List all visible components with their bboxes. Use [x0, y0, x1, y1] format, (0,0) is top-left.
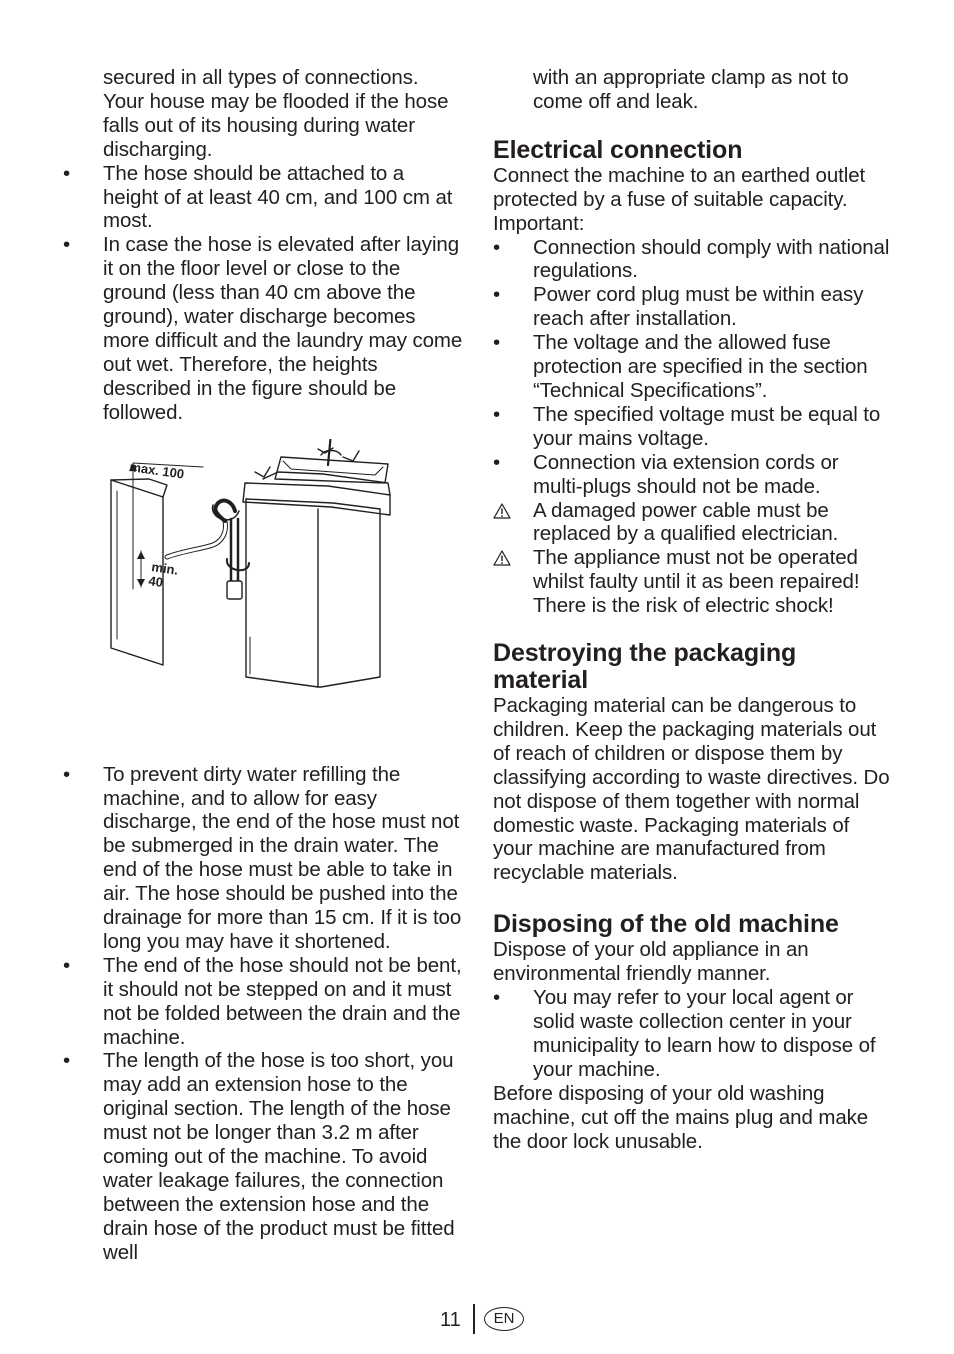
bullet-icon	[493, 331, 511, 355]
important-label: Important:	[493, 211, 585, 235]
list-item	[493, 451, 893, 499]
list-item	[63, 233, 463, 424]
list-item-text: Power cord plug must be within easy reach after installation.	[533, 283, 864, 331]
section-heading-electrical: Electrical connection	[493, 135, 743, 164]
bullet-icon	[493, 403, 511, 427]
hose-height-figure	[63, 439, 463, 701]
list-item-text: To prevent dirty water refilling the machine, and to allow for easy discharge, the end of the hose must not be submerged in the drain water. The end of the hose must be able to take in air. The hose should be pushed into the drainage for more than 15 cm. If it is too long you may have it shortened.	[103, 762, 462, 953]
list-item-text: Connection via extension cords or multi-plugs should not be made.	[533, 450, 839, 498]
list-item-text: The length of the hose is too short, you may add an extension hose to the original section. The length of the hose must not be longer than 3.2 m after coming out of the machine. To avoid water leakage failures, the connection between the extension hose and the drain hose of the product must be fitted well	[103, 1049, 455, 1264]
disposal-outro: Before disposing of your old washing machine, cut off the mains plug and make the door lock unusable.	[493, 1081, 869, 1153]
list-item-text: You may refer to your local agent or solid waste collection center in your municipality to learn how to dispose of your machine.	[533, 986, 876, 1081]
bullet-icon	[493, 451, 511, 475]
bullet-icon	[63, 162, 81, 186]
bullet-icon	[63, 763, 81, 787]
bullet-icon	[493, 283, 511, 307]
warning-text: A damaged power cable must be replaced by a qualified electrician.	[533, 498, 839, 546]
warning-text: The appliance must not be operated whilst faulty until it as been repaired! There is the risk of electric shock!	[533, 546, 860, 618]
list-item	[63, 1049, 463, 1264]
right-column	[493, 66, 893, 1153]
list-item-text: In case the hose is elevated after laying it on the floor level or close to the ground (less than 40 cm above the ground), water discharge becomes more difficult and the laundry may come out wet. Therefore, the heights described in the figure should be followed.	[103, 233, 463, 424]
bullet-icon	[63, 233, 81, 257]
bullet-icon	[63, 1049, 81, 1073]
list-item	[493, 986, 893, 1082]
footer-divider	[473, 1304, 475, 1334]
list-item-text: The specified voltage must be equal to your mains voltage.	[533, 402, 881, 450]
list-item	[63, 162, 463, 234]
electrical-intro: Connect the machine to an earthed outlet protected by a fuse of suitable capacity.	[493, 163, 866, 211]
warning-triangle-icon	[493, 503, 511, 519]
min-height-label: min.	[150, 558, 180, 578]
min-height-value: 40	[147, 572, 164, 590]
packaging-body: Packaging material can be dangerous to children. Keep the packaging materials out of reach of children or dispose them by classifying according to waste directives. Do not dispose of them together with normal domestic waste. Packaging materials of your machine are manufactured from recyclable materials.	[493, 694, 890, 885]
bullet-icon	[493, 986, 511, 1010]
disposal-intro: Dispose of your old appliance in an environmental friendly manner.	[493, 938, 809, 986]
page-footer	[0, 1304, 954, 1336]
max-height-label: max. 100	[128, 458, 186, 482]
language-badge: EN	[484, 1307, 524, 1331]
bullet-icon	[63, 954, 81, 978]
left-column	[63, 66, 463, 1265]
list-item	[493, 403, 893, 451]
continuation-text: with an appropriate clamp as not to come off and leak.	[533, 66, 849, 113]
list-item	[63, 954, 463, 1050]
list-item	[493, 331, 893, 403]
hose-installation-illustration	[63, 439, 463, 701]
list-item-text: The voltage and the allowed fuse protection are specified in the section “Technical Specifications”.	[533, 331, 868, 402]
list-item-text: The hose should be attached to a height of at least 40 cm, and 100 cm at most.	[103, 161, 453, 233]
warning-triangle-icon	[493, 550, 511, 566]
list-item	[493, 236, 893, 284]
continuation-text: secured in all types of connections. Your house may be flooded if the hose falls out of its housing during water discharging.	[103, 66, 449, 161]
warning-item	[493, 546, 893, 618]
list-item-text: Connection should comply with national regulations.	[533, 235, 890, 283]
list-item-text: The end of the hose should not be bent, it should not be stepped on and it must not be folded between the drain and the machine.	[103, 953, 462, 1049]
page-number: 11	[440, 1309, 461, 1331]
list-item	[63, 763, 463, 954]
list-item	[493, 283, 893, 331]
section-heading-disposal: Disposing of the old machine	[493, 910, 839, 939]
section-heading-packaging: Destroying the packaging material	[493, 639, 797, 695]
bullet-icon	[493, 236, 511, 260]
warning-item	[493, 499, 893, 547]
